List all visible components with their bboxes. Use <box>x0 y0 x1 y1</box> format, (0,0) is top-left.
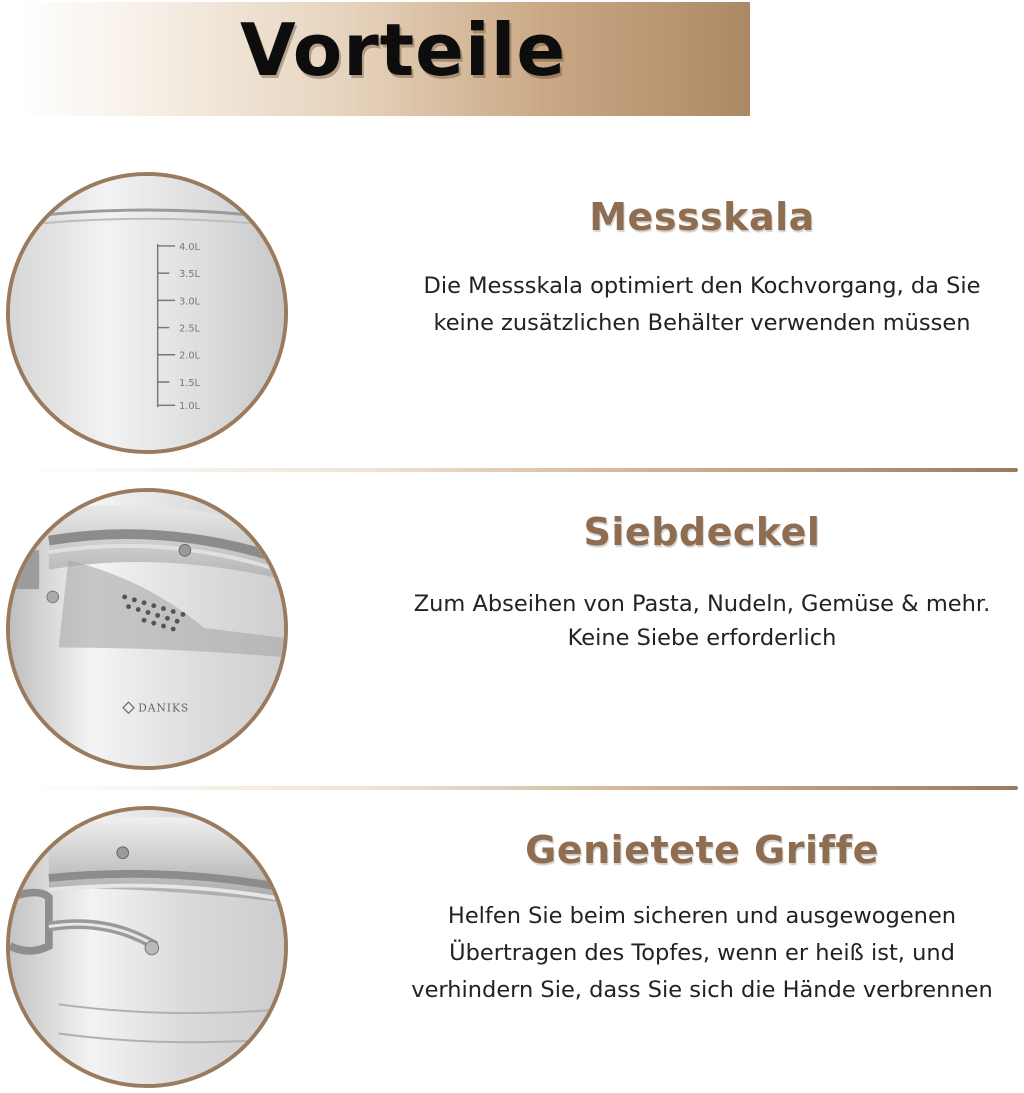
feature-text-line: Zum Abseihen von Pasta, Nudeln, Gemüse & mehr. <box>413 591 991 617</box>
scale-label: 4.0L <box>179 241 200 253</box>
section-divider <box>18 468 1018 472</box>
feature-text-line: keine zusätzlichen Behälter verwenden müssen <box>433 310 971 336</box>
feature-text-line: Übertragen des Topfes, wenn er heiß ist, und <box>449 940 955 966</box>
feature-title: Siebdeckel <box>583 510 821 554</box>
feature-text-line: Keine Siebe erforderlich <box>567 625 837 651</box>
brand-label: DANIKS <box>138 701 190 715</box>
page-title: Vorteile <box>240 8 567 92</box>
scale-label: 1.5L <box>179 377 200 389</box>
feature-title: Messskala <box>589 195 815 239</box>
feature-title: Genietete Griffe <box>525 828 879 872</box>
feature-text-line: verhindern Sie, dass Sie sich die Hände verbrennen <box>411 977 993 1003</box>
scale-label: 3.0L <box>179 296 200 308</box>
measuring-scale-image <box>6 172 288 454</box>
strainer-lid-image <box>6 488 288 770</box>
header-banner <box>18 2 750 116</box>
feature-text-line: Helfen Sie beim sicheren und ausgewogenen <box>447 903 957 929</box>
scale-label: 1.0L <box>179 401 200 413</box>
riveted-handles-image <box>6 806 288 1088</box>
scale-label: 2.0L <box>179 350 200 362</box>
section-divider <box>18 786 1018 790</box>
scale-label: 2.5L <box>179 323 200 335</box>
scale-label: 3.5L <box>179 269 200 281</box>
feature-text-line: Die Messskala optimiert den Kochvorgang, da Sie <box>423 273 981 299</box>
